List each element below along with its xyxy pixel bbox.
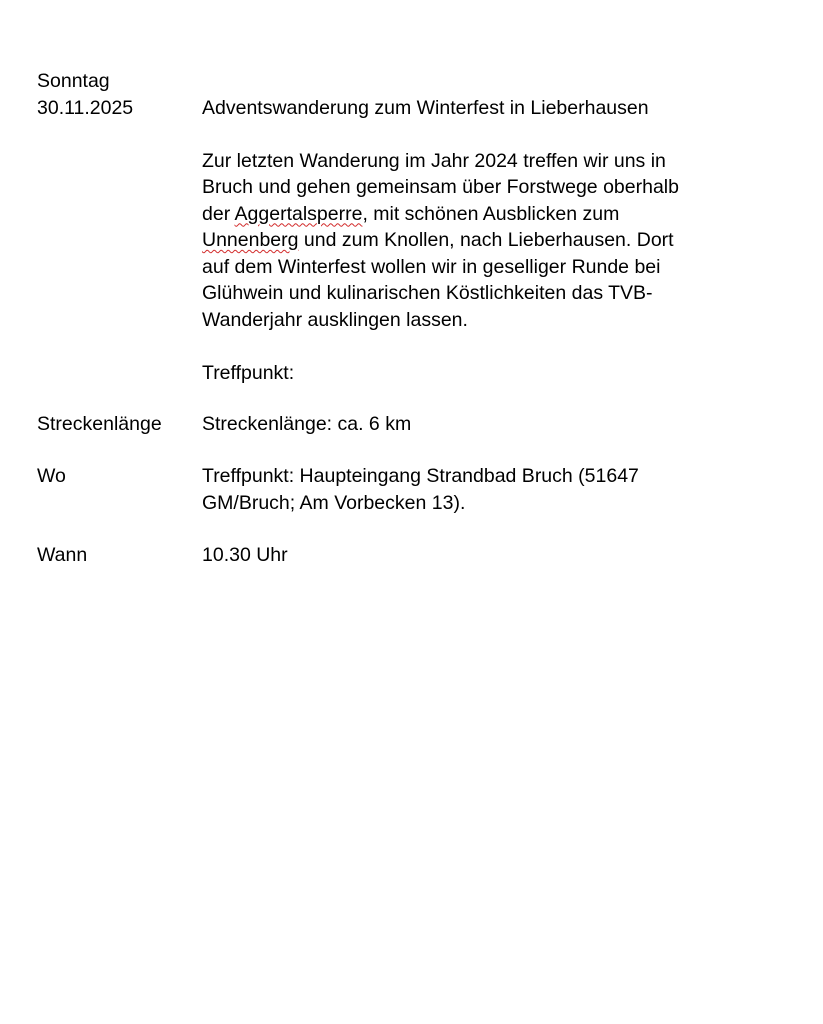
description-line: Bruch und gehen gemeinsam über Forstwege oberhalb (202, 176, 679, 198)
distance-label: Streckenlänge (37, 413, 162, 435)
date-block (37, 68, 197, 121)
spellcheck-word: Aggertalsperre (234, 202, 363, 225)
spellcheck-word: Unnenberg (202, 229, 299, 251)
when-label: Wann (37, 544, 88, 566)
event-title: Adventswanderung zum Winterfest in Lieberhausen (202, 96, 649, 119)
where-value (202, 463, 782, 516)
event-date: 30.11.2025 (37, 96, 134, 119)
where-value-line: GM/Bruch; Am Vorbecken 13). (202, 491, 466, 514)
distance-value: Streckenlänge: ca. 6 km (202, 413, 412, 435)
description-line: auf dem Winterfest wollen wir in geselliger Runde bei (202, 255, 661, 278)
description-line: Wanderjahr ausklingen lassen. (202, 308, 468, 331)
weekday: Sonntag (37, 70, 110, 92)
description-line: Zur letzten Wanderung im Jahr 2024 treffen wir uns in (202, 149, 666, 172)
description-line: der Aggertalsperre, mit schönen Ausblicken zum (202, 202, 620, 225)
meeting-label: Treffpunkt: (202, 361, 295, 384)
description-line: Glühwein und kulinarischen Köstlichkeiten das TVB- (202, 282, 653, 304)
event-description (202, 148, 782, 334)
description-line: Unnenberg und zum Knollen, nach Lieberhausen. Dort (202, 229, 674, 251)
when-value: 10.30 Uhr (202, 544, 288, 566)
where-label: Wo (37, 465, 66, 487)
where-value-line: Treffpunkt: Haupteingang Strandbad Bruch (51647 (202, 465, 639, 487)
